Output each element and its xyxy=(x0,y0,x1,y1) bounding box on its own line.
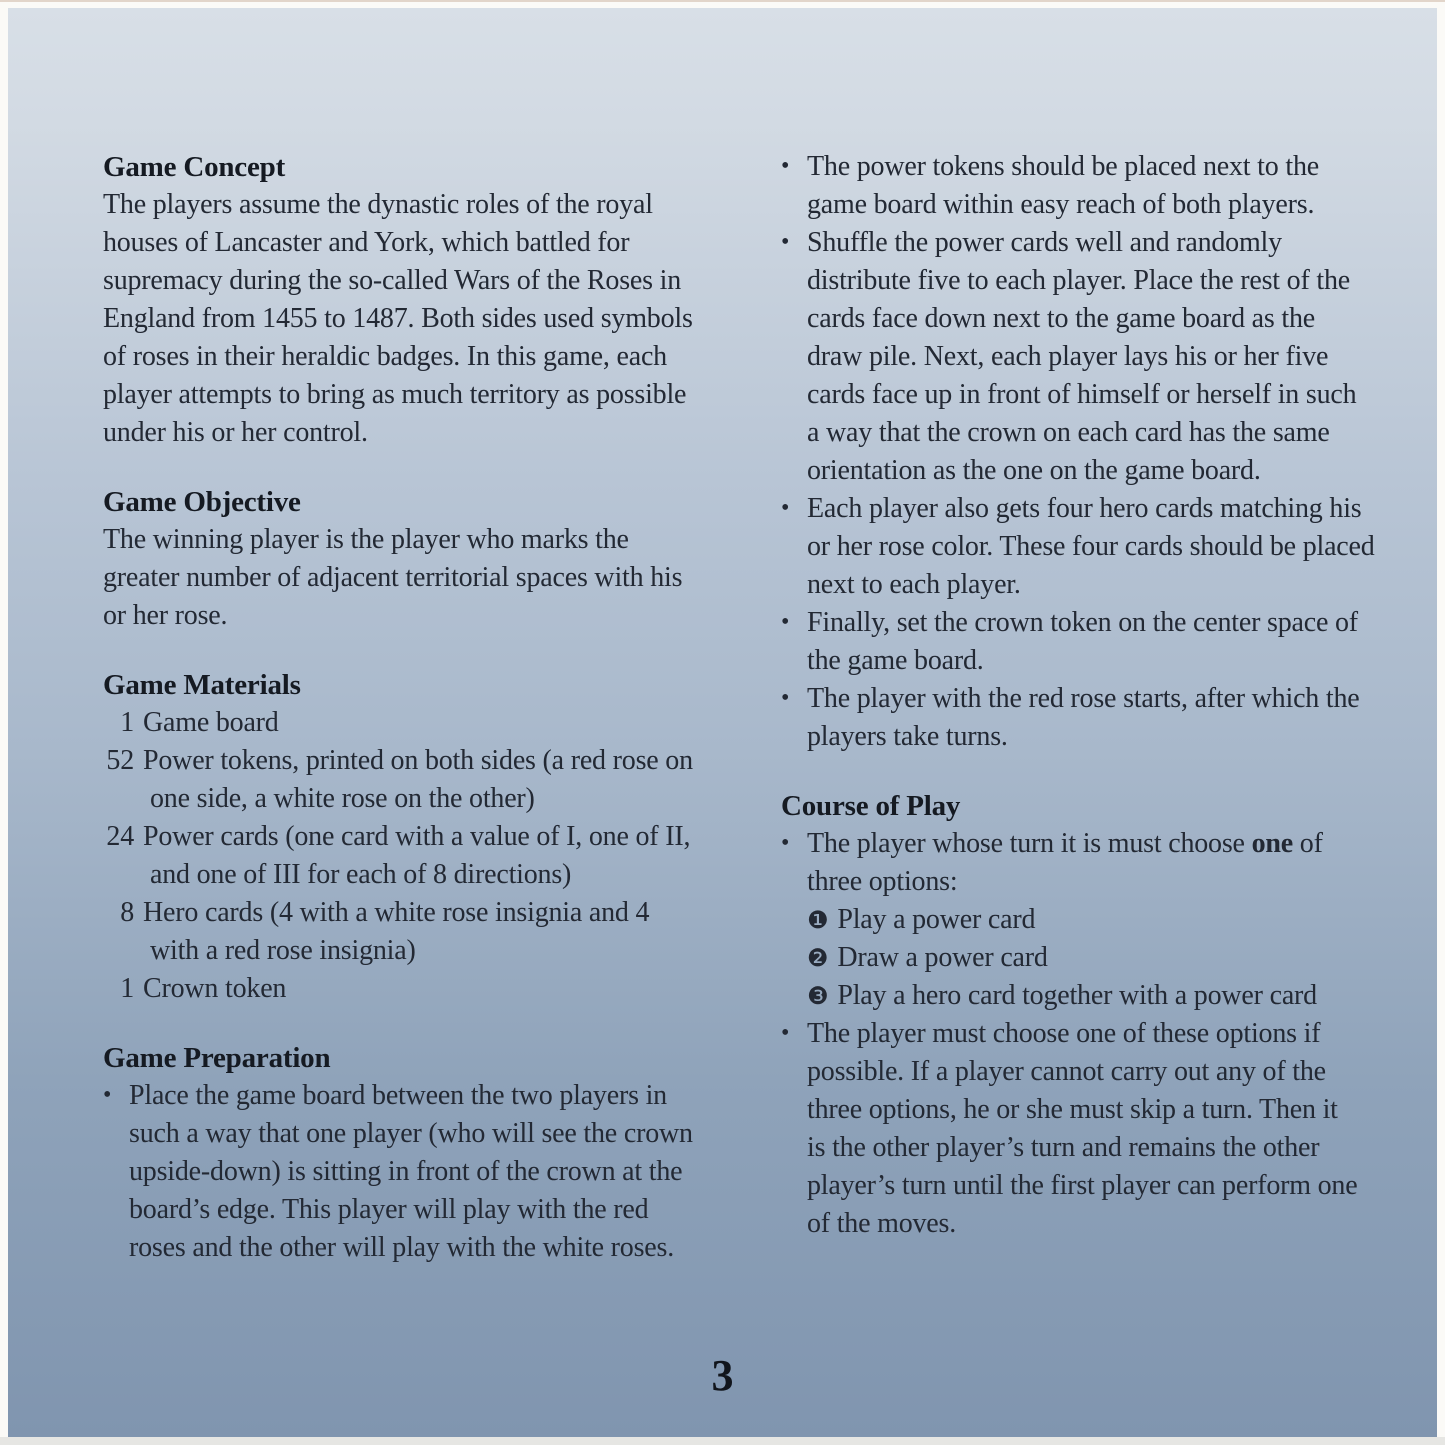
text-line: board’s edge. This player will play with the red xyxy=(129,1194,649,1225)
bullet-item xyxy=(781,680,1421,756)
bullet-item xyxy=(781,490,1421,604)
option-line xyxy=(807,939,1323,977)
text-line: Place the game board between the two players in xyxy=(129,1080,667,1111)
text-line: with a red rose insignia) xyxy=(150,935,416,966)
section-course-of-play xyxy=(781,787,1421,1243)
text-line: England from 1455 to 1487. Both sides used symbols xyxy=(103,303,693,334)
text-line: Finally, set the crown token on the center space of xyxy=(807,607,1358,638)
item-quantity: 1 xyxy=(120,707,134,738)
item-quantity: 24 xyxy=(106,821,134,852)
section-game-preparation xyxy=(103,1039,733,1267)
text-line: The winning player is the player who marks the xyxy=(103,524,629,555)
text-line: under his or her control. xyxy=(103,417,368,448)
option-text: Play a power card xyxy=(837,904,1036,935)
bullet-icon: • xyxy=(781,495,790,521)
bullet-item xyxy=(781,148,1421,224)
materials-item xyxy=(103,818,733,894)
text-line: draw pile. Next, each player lays his or her five xyxy=(807,341,1329,372)
text-line: Each player also gets four hero cards matching his xyxy=(807,493,1362,524)
text-line: Game board xyxy=(143,707,279,738)
circled-three-icon: ❸ xyxy=(807,982,829,1010)
text-line: possible. If a player cannot carry out any of the xyxy=(807,1056,1326,1087)
bullet-item xyxy=(781,604,1421,680)
item-quantity: 52 xyxy=(106,745,134,776)
paragraph xyxy=(807,680,1360,756)
text-line: Crown token xyxy=(143,973,287,1004)
bullet-icon: • xyxy=(781,153,790,179)
bullet-icon: • xyxy=(781,609,790,635)
text-line: The player must choose one of these options if xyxy=(807,1018,1321,1049)
item-quantity: 1 xyxy=(120,973,134,1004)
paragraph xyxy=(807,224,1356,490)
text-line: houses of Lancaster and York, which battled for xyxy=(103,227,630,258)
text-line: players take turns. xyxy=(807,721,1008,752)
bullet-item xyxy=(781,1015,1421,1243)
circled-two-icon: ❷ xyxy=(807,944,829,972)
text-line: or her rose color. These four cards should be placed xyxy=(807,531,1375,562)
paragraph xyxy=(103,186,733,452)
bullet-icon: • xyxy=(103,1082,112,1108)
text-line: roses and the other will play with the white roses. xyxy=(129,1232,675,1263)
bullet-item xyxy=(781,825,1421,1015)
paragraph xyxy=(807,604,1358,680)
materials-item xyxy=(103,704,733,742)
text-line: next to each player. xyxy=(807,569,1021,600)
option-text: Draw a power card xyxy=(837,942,1048,973)
text-line: The power tokens should be placed next to the xyxy=(807,151,1319,182)
text-line: Hero cards (4 with a white rose insignia and 4 xyxy=(143,897,650,928)
section-game-objective xyxy=(103,483,733,635)
paragraph xyxy=(807,1015,1357,1243)
text-line: is the other player’s turn and remains the other xyxy=(807,1132,1320,1163)
paragraph xyxy=(129,1077,693,1267)
text-line: greater number of adjacent territorial spaces with his xyxy=(103,562,683,593)
text-line: one side, a white rose on the other) xyxy=(150,783,535,814)
materials-item xyxy=(103,970,733,1008)
text-line: the game board. xyxy=(807,645,984,676)
section-heading: Course of Play xyxy=(781,790,961,822)
bullet-item xyxy=(103,1077,733,1267)
text-line: of roses in their heraldic badges. In this game, each xyxy=(103,341,667,372)
section-heading: Game Objective xyxy=(103,486,301,518)
text-line: player attempts to bring as much territory as possible xyxy=(103,379,687,410)
bullet-icon: • xyxy=(781,830,790,856)
page-number: 3 xyxy=(711,1351,734,1400)
text-line: or her rose. xyxy=(103,600,228,631)
text-line: upside-down) is sitting in front of the crown at the xyxy=(129,1156,683,1187)
section-game-materials xyxy=(103,666,733,1008)
circled-one-icon: ❶ xyxy=(807,906,829,934)
page-bottom-strip xyxy=(0,1437,1445,1445)
left-column xyxy=(103,148,733,1267)
text-line: distribute five to each player. Place the rest of the xyxy=(807,265,1350,296)
section-heading: Game Concept xyxy=(103,151,286,183)
text-line: Shuffle the power cards well and randomly xyxy=(807,227,1282,258)
bullet-icon: • xyxy=(781,229,790,255)
section-setup-bullets xyxy=(781,148,1421,756)
item-quantity: 8 xyxy=(120,897,134,928)
bullet-item xyxy=(781,224,1421,490)
page-top-accent-line xyxy=(0,0,1445,2)
text-line: orientation as the one on the game board. xyxy=(807,455,1261,486)
section-game-concept xyxy=(103,148,733,452)
text-line: player’s turn until the first player can perform one xyxy=(807,1170,1358,1201)
text-line: The player with the red rose starts, after which the xyxy=(807,683,1360,714)
materials-item xyxy=(103,894,733,970)
text-line: such a way that one player (who will see the crown xyxy=(129,1118,693,1149)
text-line: three options, he or she must skip a turn. Then it xyxy=(807,1094,1338,1125)
paragraph xyxy=(807,148,1319,224)
page-background xyxy=(8,8,1437,1437)
option-line xyxy=(807,977,1323,1015)
bullet-icon: • xyxy=(781,685,790,711)
text-line: supremacy during the so-called Wars of the Roses in xyxy=(103,265,681,296)
option-line xyxy=(807,901,1323,939)
emphasized-word: one xyxy=(1251,828,1293,859)
text-line: cards face up in front of himself or herself in such xyxy=(807,379,1357,410)
option-text: Play a hero card together with a power card xyxy=(837,980,1317,1011)
materials-item xyxy=(103,742,733,818)
text-line: Power cards (one card with a value of I, one of II, xyxy=(143,821,691,852)
text-line: a way that the crown on each card has the same xyxy=(807,417,1330,448)
text-line: cards face down next to the game board as the xyxy=(807,303,1316,334)
section-heading: Game Preparation xyxy=(103,1042,331,1074)
text-line: three options: xyxy=(807,866,958,897)
section-heading: Game Materials xyxy=(103,669,301,701)
paragraph xyxy=(103,521,733,635)
paragraph xyxy=(807,490,1375,604)
bullet-icon: • xyxy=(781,1020,790,1046)
text-line: The player whose turn it is must choose one of xyxy=(807,828,1323,859)
text-line: and one of III for each of 8 directions) xyxy=(150,859,572,890)
text-line: Power tokens, printed on both sides (a red rose on xyxy=(143,745,693,776)
paragraph xyxy=(807,825,1323,1015)
text-line: The players assume the dynastic roles of the royal xyxy=(103,189,653,220)
right-column xyxy=(781,148,1421,1243)
text-line: of the moves. xyxy=(807,1208,957,1239)
text-line: game board within easy reach of both players. xyxy=(807,189,1315,220)
